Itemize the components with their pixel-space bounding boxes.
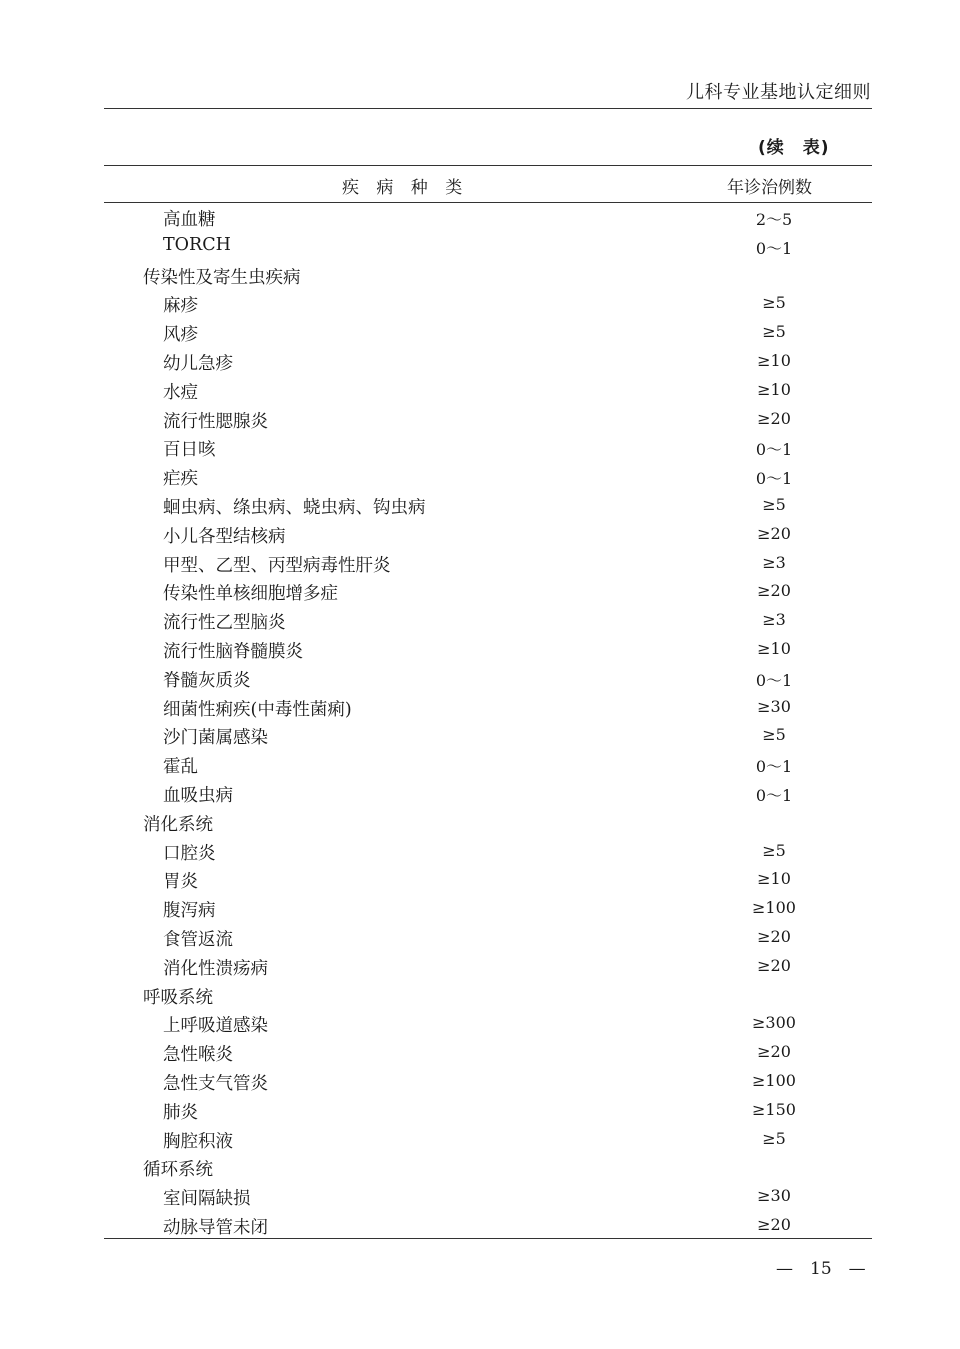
category-name: 循环系统	[143, 1160, 213, 1181]
table-row	[0, 232, 960, 261]
disease-name: 急性支气管炎	[163, 1073, 268, 1094]
table-row	[0, 1038, 960, 1067]
disease-name: 腹泻病	[163, 901, 216, 922]
annual-count: ≥3	[762, 552, 786, 572]
table-row	[0, 577, 960, 606]
annual-count: ≥5	[762, 840, 786, 860]
table-row	[0, 894, 960, 923]
disease-name: 麻疹	[163, 296, 198, 317]
annual-count: ≥300	[752, 1013, 796, 1033]
annual-count: ≥10	[757, 638, 791, 658]
table-row	[0, 1125, 960, 1154]
table-category-row	[0, 1153, 960, 1182]
disease-name: 流行性腮腺炎	[163, 411, 268, 432]
disease-name: 胃炎	[163, 872, 198, 893]
table-row	[0, 693, 960, 722]
disease-name: 疟疾	[163, 469, 198, 490]
table-row	[0, 750, 960, 779]
table-row	[0, 376, 960, 405]
annual-count: ≥100	[752, 1070, 796, 1090]
disease-name: 室间隔缺损	[163, 1189, 251, 1210]
table-row	[0, 520, 960, 549]
annual-count: ≥100	[752, 898, 796, 918]
table-row	[0, 203, 960, 232]
table-row	[0, 462, 960, 491]
annual-count: ≥5	[762, 494, 786, 514]
annual-count: ≥20	[757, 926, 791, 946]
annual-count: ≥3	[762, 610, 786, 630]
disease-name: 蛔虫病、绦虫病、蛲虫病、钩虫病	[163, 497, 426, 518]
annual-count: ≥150	[752, 1099, 796, 1119]
table-row	[0, 318, 960, 347]
table-row	[0, 606, 960, 635]
table-row	[0, 635, 960, 664]
table-category-row	[0, 261, 960, 290]
column-header-disease: 疾 病 种 类	[342, 178, 469, 198]
disease-name: 脊髓灰质炎	[163, 670, 251, 691]
annual-count: 0～1	[755, 469, 793, 489]
table-row	[0, 837, 960, 866]
disease-name: 高血糖	[163, 210, 216, 230]
annual-count: ≥10	[757, 379, 791, 399]
disease-name: 霍乱	[163, 757, 198, 778]
disease-name: 沙门菌属感染	[163, 728, 268, 749]
continued-label: (续 表)	[758, 138, 830, 158]
annual-count: ≥10	[757, 869, 791, 889]
category-name: 呼吸系统	[143, 987, 213, 1008]
category-name: 传染性及寄生虫疾病	[143, 267, 301, 288]
table-row	[0, 1067, 960, 1096]
table-row	[0, 779, 960, 808]
annual-count: ≥5	[762, 322, 786, 342]
table-bottom-rule	[104, 1238, 872, 1239]
annual-count: 0～1	[755, 785, 793, 805]
annual-count: 0～1	[755, 238, 793, 258]
table-row	[0, 549, 960, 578]
table-row	[0, 1096, 960, 1125]
disease-name: 急性喉炎	[163, 1045, 233, 1066]
annual-count: 0～1	[755, 440, 793, 460]
disease-name: 动脉导管未闭	[163, 1217, 268, 1238]
table-top-rule	[104, 165, 872, 166]
annual-count: ≥30	[757, 696, 791, 716]
disease-name: 流行性脑脊髓膜炎	[163, 641, 303, 662]
disease-name: 甲型、乙型、丙型病毒性肝炎	[163, 555, 391, 576]
table-row	[0, 405, 960, 434]
disease-name: 小儿各型结核病	[163, 526, 286, 547]
annual-count: ≥30	[757, 1186, 791, 1206]
disease-name: 上呼吸道感染	[163, 1016, 268, 1037]
table-row	[0, 1009, 960, 1038]
disease-name: 水痘	[163, 382, 198, 403]
annual-count: ≥20	[757, 408, 791, 428]
page-number: — 15 —	[776, 1259, 866, 1279]
table-row	[0, 865, 960, 894]
annual-count: 0～1	[755, 757, 793, 777]
disease-name: 风疹	[163, 325, 198, 346]
disease-name: 细菌性痢疾(中毒性菌痢)	[163, 699, 352, 720]
annual-count: ≥20	[757, 523, 791, 543]
disease-name: 百日咳	[163, 440, 216, 461]
annual-count: ≥20	[757, 955, 791, 975]
table-row	[0, 952, 960, 981]
annual-count: ≥5	[762, 1128, 786, 1148]
disease-name: 流行性乙型脑炎	[163, 613, 286, 634]
table-row	[0, 923, 960, 952]
annual-count: ≥20	[757, 581, 791, 601]
header-rule	[104, 108, 872, 109]
column-header-count: 年诊治例数	[727, 178, 812, 198]
disease-name: 血吸虫病	[163, 785, 233, 806]
disease-name: 口腔炎	[163, 843, 216, 864]
table-category-row	[0, 981, 960, 1010]
disease-name: 消化性溃疡病	[163, 958, 268, 979]
disease-name: 肺炎	[163, 1102, 198, 1123]
table-row	[0, 289, 960, 318]
annual-count: 0～1	[755, 670, 793, 690]
disease-name: 食管返流	[163, 929, 233, 950]
disease-name: 胸腔积液	[163, 1131, 233, 1152]
table-row	[0, 664, 960, 693]
annual-count: ≥5	[762, 293, 786, 313]
disease-name: TORCH	[163, 234, 231, 255]
table-body	[0, 203, 960, 1240]
annual-count: ≥20	[757, 1042, 791, 1062]
table-row	[0, 1211, 960, 1240]
disease-name: 传染性单核细胞增多症	[163, 584, 338, 605]
table-row	[0, 347, 960, 376]
table-row	[0, 721, 960, 750]
table-category-row	[0, 808, 960, 837]
table-row	[0, 1182, 960, 1211]
annual-count: 2～5	[755, 210, 793, 229]
annual-count: ≥10	[757, 350, 791, 370]
disease-name: 幼儿急疹	[163, 353, 233, 374]
annual-count: ≥20	[757, 1214, 791, 1234]
running-title: 儿科专业基地认定细则	[686, 82, 871, 103]
category-name: 消化系统	[143, 814, 213, 835]
table-row	[0, 491, 960, 520]
table-row	[0, 433, 960, 462]
annual-count: ≥5	[762, 725, 786, 745]
